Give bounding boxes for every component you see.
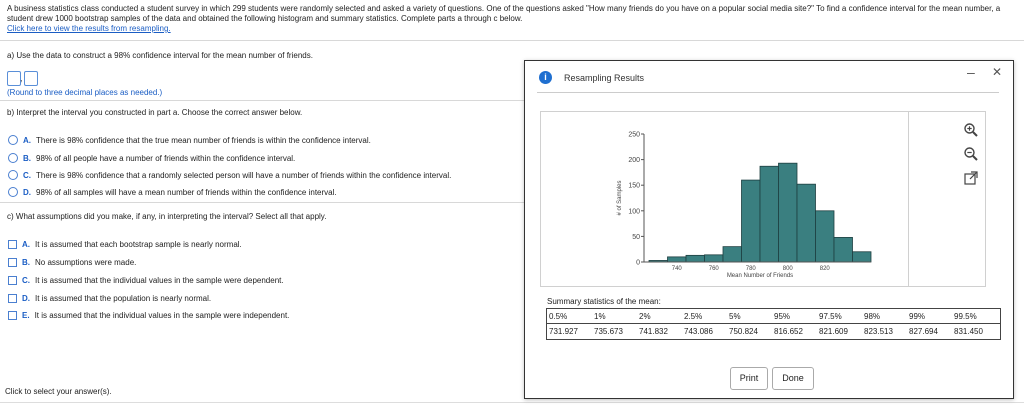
part-c-option-d[interactable] <box>8 294 211 303</box>
part-b-option-c[interactable] <box>8 170 451 180</box>
checkbox[interactable] <box>8 258 17 267</box>
stats-value-cell: 831.450 <box>954 327 983 336</box>
part-c-option-b[interactable] <box>8 258 136 267</box>
checkbox[interactable] <box>8 311 17 320</box>
stats-header-cell: 2% <box>639 312 651 321</box>
option-letter: B. <box>22 258 30 267</box>
part-b-question: b) Interpret the interval you constructed in part a. Choose the correct answer below. <box>7 108 303 117</box>
stats-header-cell: 0.5% <box>549 312 568 321</box>
x-tick-label: 800 <box>782 266 793 272</box>
y-tick-label: 250 <box>628 131 640 139</box>
option-letter: B. <box>23 153 31 163</box>
y-tick-label: 0 <box>636 259 640 267</box>
option-letter: A. <box>22 240 30 249</box>
table-divider <box>547 323 1000 324</box>
option-letter: A. <box>23 135 31 145</box>
radio-button[interactable] <box>8 187 18 197</box>
divider <box>0 100 524 101</box>
option-text: 98% of all people have a number of friends within the confidence interval. <box>36 153 296 163</box>
part-c-option-c[interactable] <box>8 276 284 285</box>
stats-header-cell: 99.5% <box>954 312 977 321</box>
option-text: 98% of all samples will have a mean number of friends within the confidence interval. <box>36 187 337 197</box>
histogram-bar <box>760 166 779 262</box>
option-letter: D. <box>23 187 31 197</box>
resampling-results-dialog <box>524 60 1014 399</box>
open-new-window-icon[interactable] <box>963 170 979 186</box>
checkbox[interactable] <box>8 294 17 303</box>
minimize-button[interactable]: – <box>967 64 975 80</box>
y-tick-label: 100 <box>628 208 640 216</box>
option-text: There is 98% confidence that the true mean number of friends is within the confidence interval. <box>36 135 371 145</box>
summary-stats-table <box>546 308 1001 340</box>
histogram-chart <box>541 112 908 286</box>
histogram-bar <box>686 255 705 262</box>
checkbox[interactable] <box>8 276 17 285</box>
stats-header-cell: 5% <box>729 312 741 321</box>
option-text: It is assumed that each bootstrap sample is nearly normal. <box>35 240 242 249</box>
x-tick-label: 780 <box>745 266 756 272</box>
part-a-question: a) Use the data to construct a 98% confidence interval for the mean number of friends. <box>7 51 313 60</box>
done-button[interactable]: Done <box>772 367 814 390</box>
stats-header-cell: 2.5% <box>684 312 703 321</box>
histogram-bar <box>705 255 724 262</box>
histogram-bar <box>834 237 853 262</box>
part-b-option-d[interactable] <box>8 187 337 197</box>
option-letter: C. <box>22 276 30 285</box>
resampling-results-link[interactable]: Click here to view the results from resampling. <box>7 24 171 33</box>
stats-value-cell: 741.832 <box>639 327 668 336</box>
divider <box>0 40 1024 41</box>
part-b-option-b[interactable] <box>8 153 295 163</box>
divider <box>0 202 524 203</box>
option-text: There is 98% confidence that a randomly selected person will have a number of friends within the confidence interval. <box>36 170 452 180</box>
stats-header-cell: 99% <box>909 312 926 321</box>
x-tick-label: 740 <box>671 266 682 272</box>
histogram-bar <box>853 252 872 262</box>
histogram-bar <box>797 184 816 262</box>
stats-value-cell: 827.694 <box>909 327 938 336</box>
option-letter: C. <box>23 170 31 180</box>
histogram-bar <box>668 257 687 262</box>
radio-button[interactable] <box>8 153 18 163</box>
radio-button[interactable] <box>8 170 18 180</box>
y-tick-label: 200 <box>628 157 640 165</box>
problem-intro: A business statistics class conducted a student survey in which 299 students were randomly selected and asked a variety of questions. One of the questions asked "How many friends do you have on a popular social media site?" To find a confidence interval for the mean number, a student drew 1000 bootstrap samples of the data and obtained the following histogram and summary statistics. Complete parts a through c below. <box>7 4 1001 23</box>
y-axis-label: # of Samples <box>617 180 623 216</box>
chart-tools-panel <box>908 111 986 287</box>
stats-value-cell: 821.609 <box>819 327 848 336</box>
stats-header-cell: 97.5% <box>819 312 842 321</box>
histogram-bar <box>742 180 761 262</box>
option-text: It is assumed that the population is nearly normal. <box>35 294 212 303</box>
status-divider <box>0 402 1024 403</box>
part-b-option-a[interactable] <box>8 135 371 145</box>
option-text: It is assumed that the individual values in the sample were dependent. <box>35 276 284 285</box>
option-letter: E. <box>22 311 30 320</box>
histogram-panel <box>540 111 909 287</box>
x-tick-label: 820 <box>819 266 830 272</box>
interval-answer <box>7 71 38 85</box>
option-letter: D. <box>22 294 30 303</box>
interval-upper-input[interactable] <box>24 71 38 86</box>
close-button[interactable]: ✕ <box>992 65 1003 79</box>
stats-value-cell: 823.513 <box>864 327 893 336</box>
interval-lower-input[interactable] <box>7 71 21 86</box>
checkbox[interactable] <box>8 240 17 249</box>
stats-header-cell: 95% <box>774 312 791 321</box>
dialog-title: Resampling Results <box>564 73 645 83</box>
y-tick-label: 150 <box>628 182 640 190</box>
stats-title: Summary statistics of the mean: <box>547 297 661 306</box>
status-text: Click to select your answer(s). <box>5 387 112 396</box>
histogram-bar <box>723 247 742 262</box>
x-axis-label: Mean Number of Friends <box>726 273 794 279</box>
x-tick-label: 760 <box>708 266 719 272</box>
part-c-question: c) What assumptions did you make, if any, in interpreting the interval? Select all that apply. <box>7 212 327 221</box>
stats-value-cell: 750.824 <box>729 327 758 336</box>
zoom-out-icon[interactable] <box>963 146 979 162</box>
zoom-in-icon[interactable] <box>963 122 979 138</box>
histogram-bar <box>816 211 835 262</box>
stats-value-cell: 735.673 <box>594 327 623 336</box>
print-button[interactable]: Print <box>730 367 768 390</box>
option-text: It is assumed that the individual values in the sample were independent. <box>34 311 290 320</box>
part-c-option-e[interactable] <box>8 311 289 320</box>
interval-comma: , <box>20 73 23 83</box>
y-tick-label: 50 <box>632 233 640 241</box>
radio-button[interactable] <box>8 135 18 145</box>
stats-value-cell: 743.086 <box>684 327 713 336</box>
stats-value-cell: 816.652 <box>774 327 803 336</box>
histogram-bar <box>779 163 798 262</box>
round-note: (Round to three decimal places as needed.) <box>7 88 163 97</box>
dialog-divider <box>537 92 999 93</box>
stats-value-cell: 731.927 <box>549 327 578 336</box>
stats-header-cell: 98% <box>864 312 881 321</box>
stats-header-cell: 1% <box>594 312 606 321</box>
option-text: No assumptions were made. <box>35 258 137 267</box>
info-icon: i <box>539 71 552 84</box>
part-c-option-a[interactable] <box>8 240 242 249</box>
